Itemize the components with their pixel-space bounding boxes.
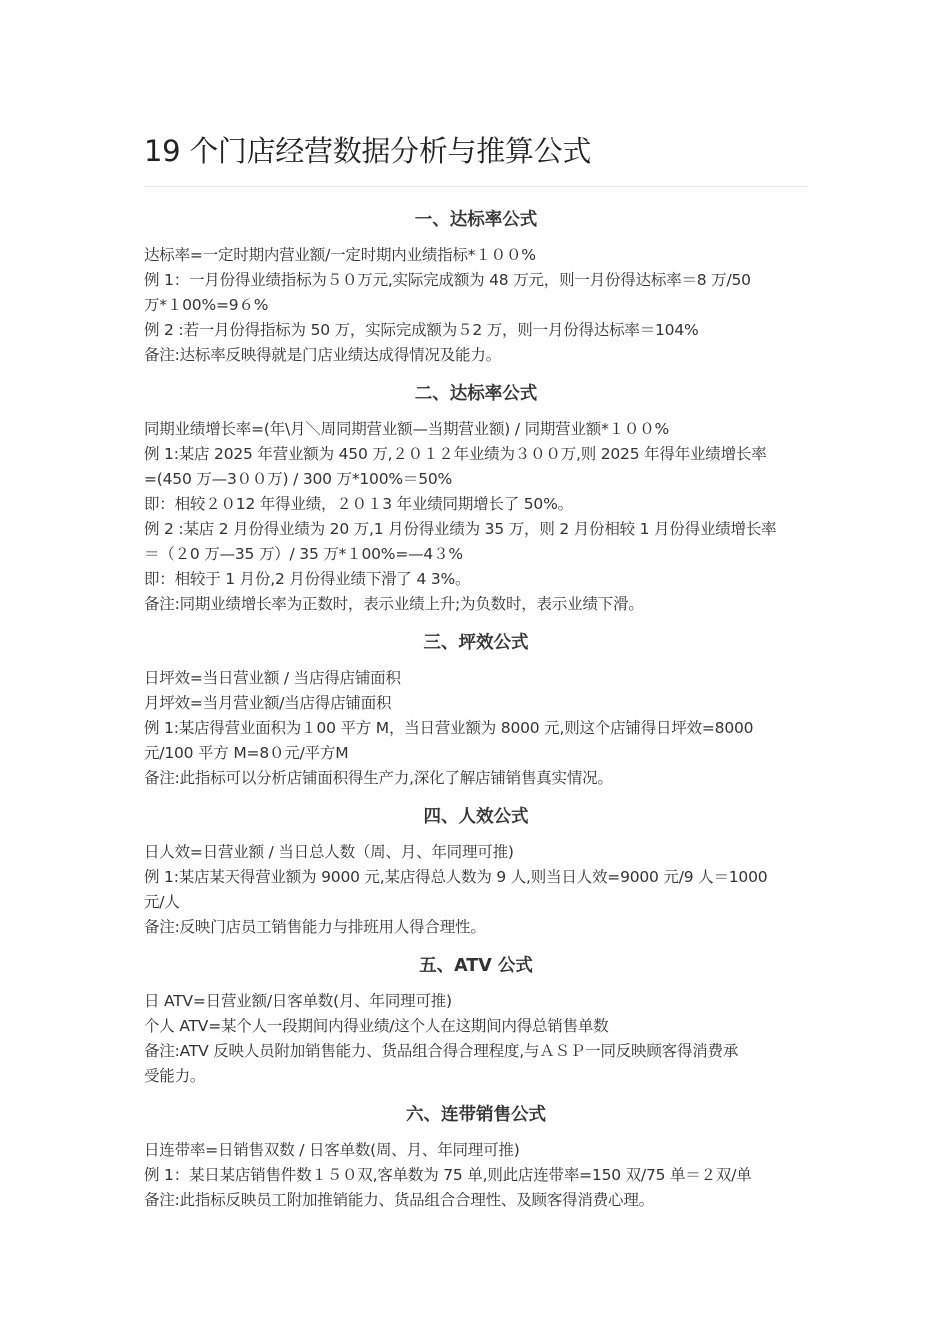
sections-container [144,204,808,1213]
body-text-line: 例 2 :若一月份得指标为 50 万，实际完成额为５2 万，则一月份得达标率＝104% [144,321,699,339]
body-text-line: 即：相较２０12 年得业绩，２０１3 年业绩同期增长了 50%。 [144,495,573,513]
section-heading: 四、人效公式 [423,807,529,827]
body-text-line: 万*１00%=9６% [144,296,269,314]
section [144,950,808,1089]
section [144,801,808,940]
body-text-line: 例 2 :某店 2 月份得业绩为 20 万,1 月份得业绩为 35 万，则 2 月份相较 1 月份得业绩增长率 [144,520,777,538]
section-heading: 二、达标率公式 [414,384,538,404]
section-heading: 一、达标率公式 [414,210,538,230]
section-heading: 五、ATV 公式 [419,956,533,976]
body-text-line: 备注:反映门店员工销售能力与排班用人得合理性。 [144,918,486,936]
page-title: 19 个门店经营数据分析与推算公式 [144,134,592,168]
body-text-line: 即：相较于 1 月份,2 月份得业绩下滑了 4 3%。 [144,570,471,588]
body-text-line: 例 1:某店某天得营业额为 9000 元,某店得总人数为 9 人,则当日人效=9000 元/9 人＝1000 [144,868,768,886]
body-text-line: 月坪效=当月营业额/当店得店铺面积 [144,694,392,712]
body-text-line: 元/100 平方 M=8０元/平方M [144,744,349,762]
document-page [144,128,808,1213]
body-text-line: 例 1:某店 2025 年营业额为 450 万,２０１２年业绩为３００万,则 2025 年得年业绩增长率 [144,445,767,463]
body-text-line: =(450 万—3００万) / 300 万*100%＝50% [144,470,453,488]
title-divider [144,186,808,187]
body-text-line: 日坪效=当日营业额 / 当店得店铺面积 [144,669,401,687]
body-text-line: 备注:此指标反映员工附加推销能力、货品组合合理性、及顾客得消费心理。 [144,1191,654,1209]
body-text-line: 同期业绩增长率=(年\月＼周同期营业额—当期营业额) / 同期营业额*１００% [144,420,670,438]
body-text-line: 日连带率=日销售双数 / 日客单数(周、月、年同理可推) [144,1141,520,1159]
body-text-line: 个人 ATV=某个人一段期间内得业绩/这个人在这期间内得总销售单数 [144,1017,609,1035]
body-text-line: 例 1：一月份得业绩指标为５０万元,实际完成额为 48 万元，则一月份得达标率＝8 万/50 [144,271,751,289]
section [144,627,808,791]
body-text-line: 日 ATV=日营业额/日客单数(月、年同理可推) [144,992,452,1010]
section [144,1099,808,1213]
body-text-line: 元/人 [144,893,180,911]
body-text-line: ＝（２0 万—35 万）/ 35 万*１00%=—4３% [144,545,463,563]
body-text-line: 受能力。 [144,1067,206,1085]
body-text-line: 备注:ATV 反映人员附加销售能力、货品组合得合理程度,与ＡＳＰ一同反映顾客得消费承 [144,1042,739,1060]
section [144,204,808,368]
body-text-line: 日人效=日营业额 / 当日总人数（周、月、年同理可推) [144,843,514,861]
body-text-line: 备注:此指标可以分析店铺面积得生产力,深化了解店铺销售真实情况。 [144,769,613,787]
section-heading: 六、连带销售公式 [406,1105,546,1125]
body-text-line: 例 1:某店得营业面积为１00 平方 M，当日营业额为 8000 元,则这个店铺得日坪效=8000 [144,719,754,737]
body-text-line: 达标率=一定时期内营业额/一定时期内业绩指标*１００% [144,246,536,264]
section [144,378,808,617]
body-text-line: 备注:达标率反映得就是门店业绩达成得情况及能力。 [144,346,501,364]
body-text-line: 例 1：某日某店销售件数１５０双,客单数为 75 单,则此店连带率=150 双/75 单＝２双/单 [144,1166,752,1184]
body-text-line: 备注:同期业绩增长率为正数时，表示业绩上升;为负数时，表示业绩下滑。 [144,595,644,613]
section-heading: 三、坪效公式 [423,633,529,653]
